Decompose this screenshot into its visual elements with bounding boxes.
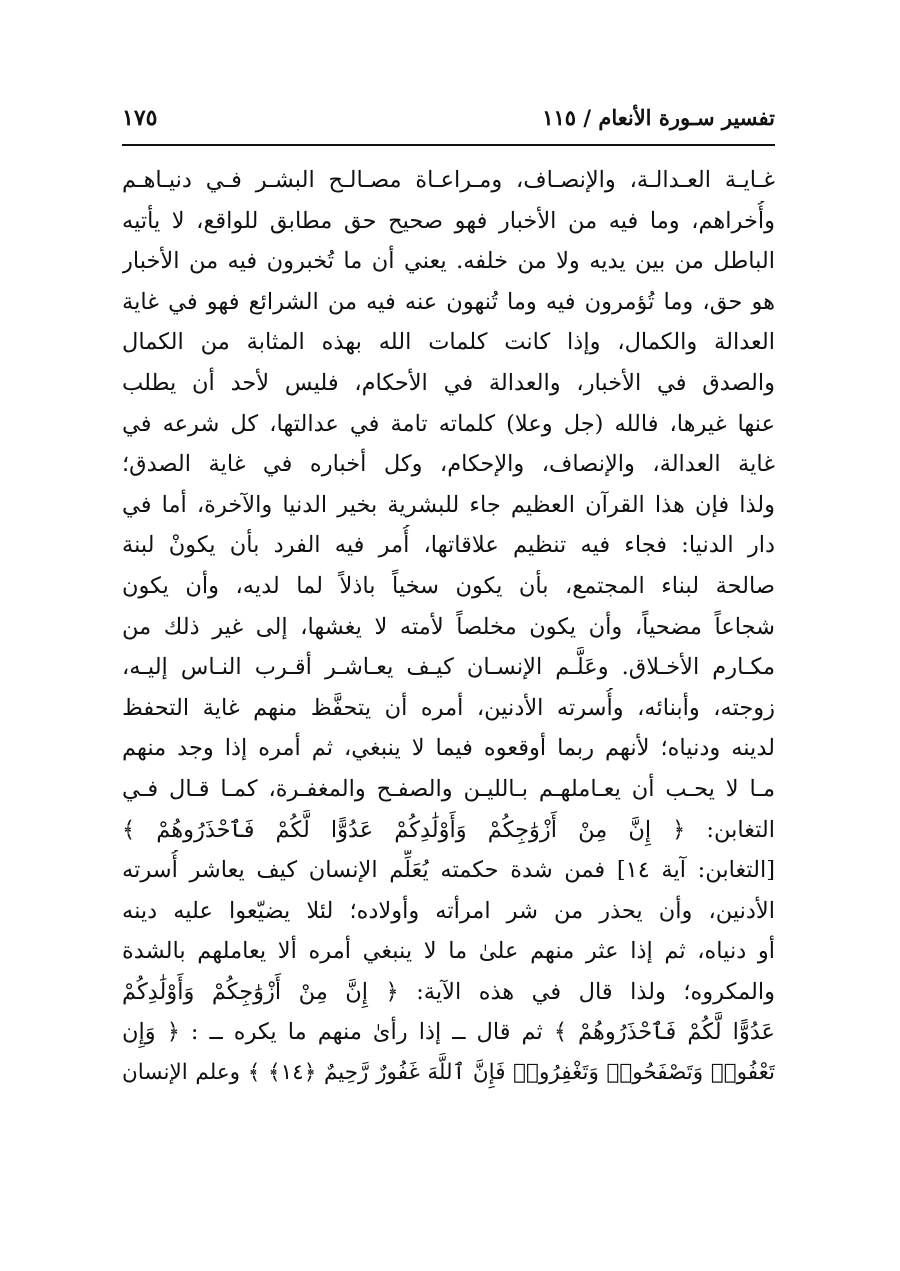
quran-verse-line: والمكروه؛ ولذا قال في هذه الآية: ﴿ إِنَّ مِنْ أَزْوَٰجِكُمْ وَأَوْلَٰدِكُمْ — [122, 978, 775, 1005]
quran-verse-line: عَدُوًّا لَّكُمْ فَٱحْذَرُوهُمْ ﴾ ثم قال ــ إذا رأىٰ منهم ما يكره ــ : ﴿ وَإِن — [122, 1019, 775, 1046]
header-divider — [122, 144, 775, 146]
text-line: [التغابن: آية ١٤] فمن شدة حكمته يُعَلِّم الإنسان كيف يعاشر أُسرته — [122, 857, 775, 884]
page-header — [122, 98, 775, 146]
text-line: الأدنين، وأن يحذر من شر امرأته وأولاده؛ لئلا يضيّعوا عليه دينه — [122, 897, 775, 924]
text-line: صالحة لبناء المجتمع، بأن يكون سخياً باذلاً لما لديه، وأن يكون — [122, 572, 775, 599]
text-line: غاية العدالة، والإنصاف، والإحكام، وكل أخباره في غاية الصدق؛ — [122, 451, 775, 478]
quran-verse-line: التغابن: ﴿ إِنَّ مِنْ أَزْوَٰجِكُمْ وَأَوْلَٰدِكُمْ عَدُوًّا لَّكُمْ فَٱحْذَرُوهُمْ ﴾ — [122, 816, 775, 843]
text-line: لدينه ودنياه؛ لأنهم ربما أوقعوه فيما لا ينبغي، ثم أمره إذا وجد منهم — [122, 735, 775, 762]
text-line: الباطل من بين يديه ولا من خلفه. يعني أن ما تُخبرون فيه من الأخبار — [122, 248, 775, 275]
text-line: العدالة والكمال، وإذا كانت كلمات الله بهذه المثابة من الكمال — [122, 329, 775, 356]
text-line: عنها غيرها، فالله (جل وعلا) كلماته تامة في عدالتها، كل شرعه في — [122, 410, 775, 437]
quran-verse-line: تَعْفُوا۟ وَتَصْفَحُوا۟ وَتَغْفِرُوا۟ فَإِنَّ ٱللَّهَ غَفُورٌ رَّحِيمٌ ﴿١٤﴾ ﴾ وعلم الإنسان — [122, 1060, 775, 1086]
text-line: هو حق، وما تُؤمرون فيه وما تُنهون عنه فيه من الشرائع فهو في غاية — [122, 288, 775, 315]
text-line: أو دنياه، ثم إذا عثر منهم علىٰ ما لا ينبغي أمره ألا يعاملهم بالشدة — [122, 938, 775, 965]
body-text — [122, 160, 775, 1094]
running-title: تفسير سـورة الأنعام / ١١٥ — [542, 105, 775, 130]
text-line: غـايـة العـدالـة، والإنصـاف، ومـراعـاة مصـالـح البشـر فـي دنيـاهـم — [122, 167, 775, 193]
text-line: ولذا فإن هذا القرآن العظيم جاء للبشرية بخير الدنيا والآخرة، أما في — [122, 491, 775, 518]
text-line: وأُخراهم، وما فيه من الأخبار فهو صحيح حق مطابق للواقع، لا يأتيه — [122, 207, 775, 234]
text-line: شجاعاً مضحياً، وأن يكون مخلصاً لأمته لا يغشها، إلى غير ذلك من — [122, 613, 775, 640]
text-line: زوجته، وأبنائه، وأُسرته الأدنين، أمره أن يتحفَّظ منهم غاية التحفظ — [122, 694, 775, 721]
text-line: والصدق في الأخبار، والعدالة في الأحكام، فليس لأحد أن يطلب — [122, 369, 775, 396]
text-line: مكـارم الأخـلاق. وعَلَّـم الإنسـان كيـف يعـاشـر أقـرب النـاس إليـه، — [122, 654, 775, 681]
page-number: ١٧٥ — [122, 105, 158, 131]
text-line: مـا لا يحـب أن يعـاملهـم بـالليـن والصفـح والمغفـرة، كمـا قـال فـي — [122, 775, 775, 802]
text-line: دار الدنيا: فجاء فيه تنظيم علاقاتها، أُمر فيه الفرد بأن يكونْ لبنة — [122, 532, 775, 559]
